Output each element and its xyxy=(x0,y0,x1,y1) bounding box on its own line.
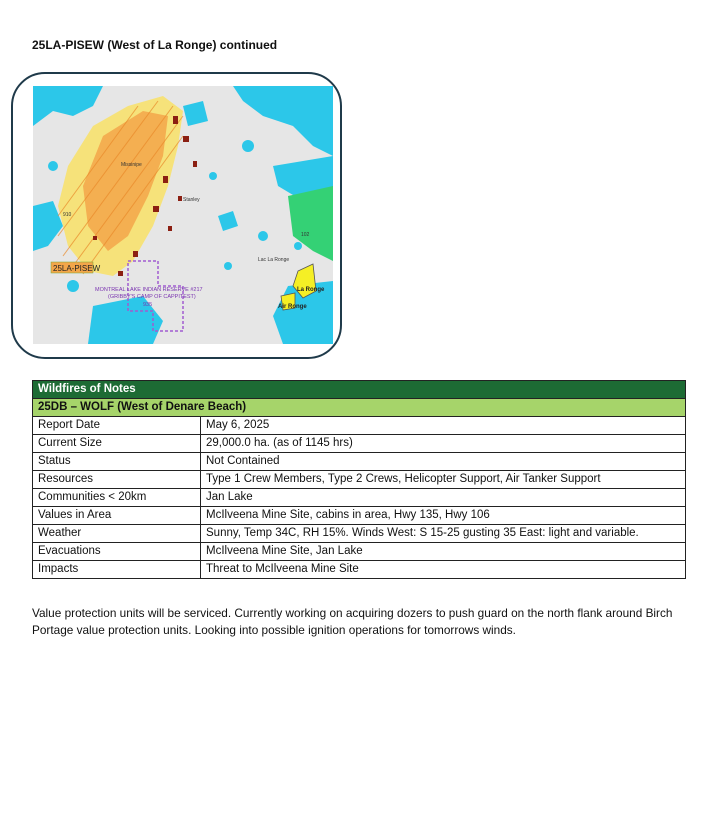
fire-map-graphic xyxy=(33,86,333,344)
row-label: Current Size xyxy=(33,435,201,453)
town-label-1: La Ronge xyxy=(297,287,325,293)
table-row xyxy=(33,561,686,579)
table-title: Wildfires of Notes xyxy=(33,381,686,399)
reserve-label-1: MONTREAL LAKE INDIAN RESERVE #217 xyxy=(95,287,203,293)
road-label: 910 xyxy=(63,212,72,218)
row-value: 29,000.0 ha. (as of 1145 hrs) xyxy=(201,435,686,453)
table-row xyxy=(33,435,686,453)
row-label: Communities < 20km xyxy=(33,489,201,507)
table-row xyxy=(33,471,686,489)
row-label: Values in Area xyxy=(33,507,201,525)
reserve-code: 935 xyxy=(143,302,153,308)
row-label: Report Date xyxy=(33,417,201,435)
table-row xyxy=(33,525,686,543)
place-label-2: Stanley xyxy=(183,197,200,203)
table-row xyxy=(33,543,686,561)
fire-name: 25DB – WOLF (West of Denare Beach) xyxy=(33,399,686,417)
row-label: Impacts xyxy=(33,561,201,579)
row-value: Threat to McIlveena Mine Site xyxy=(201,561,686,579)
row-value: Type 1 Crew Members, Type 2 Crews, Helicopter Support, Air Tanker Support xyxy=(201,471,686,489)
hwy-label: 102 xyxy=(301,232,310,238)
table-title-row xyxy=(33,381,686,399)
row-value: Not Contained xyxy=(201,453,686,471)
row-label: Resources xyxy=(33,471,201,489)
town-label-2: Air Ronge xyxy=(278,304,307,310)
status-paragraph: Value protection units will be serviced. Currently working on acquiring dozers to push guard on the north flank around Birch Portage value protection units. Looking into possible ignition operations for tomorrows winds. xyxy=(32,606,673,637)
row-label: Status xyxy=(33,453,201,471)
fire-label: 25LA-PISEW xyxy=(53,264,101,273)
table-row xyxy=(33,417,686,435)
table-row xyxy=(33,507,686,525)
row-value: McIlveena Mine Site, cabins in area, Hwy 135, Hwy 106 xyxy=(201,507,686,525)
fire-name-row xyxy=(33,399,686,417)
table-row xyxy=(33,453,686,471)
wildfire-notes-table xyxy=(32,380,686,579)
fire-map xyxy=(11,72,342,359)
table-row xyxy=(33,489,686,507)
lake-label: Lac La Ronge xyxy=(258,257,290,263)
row-value: McIlveena Mine Site, Jan Lake xyxy=(201,543,686,561)
row-label: Weather xyxy=(33,525,201,543)
row-label: Evacuations xyxy=(33,543,201,561)
row-value: Jan Lake xyxy=(201,489,686,507)
reserve-label-2: (GRIBBY'S CAMP OF CAPPITEST) xyxy=(108,294,196,300)
page-heading: 25LA-PISEW (West of La Ronge) continued xyxy=(32,38,278,52)
place-label-1: Missinipe xyxy=(121,162,142,168)
row-value: May 6, 2025 xyxy=(201,417,686,435)
row-value: Sunny, Temp 34C, RH 15%. Winds West: S 15-25 gusting 35 East: light and variable. xyxy=(201,525,686,543)
